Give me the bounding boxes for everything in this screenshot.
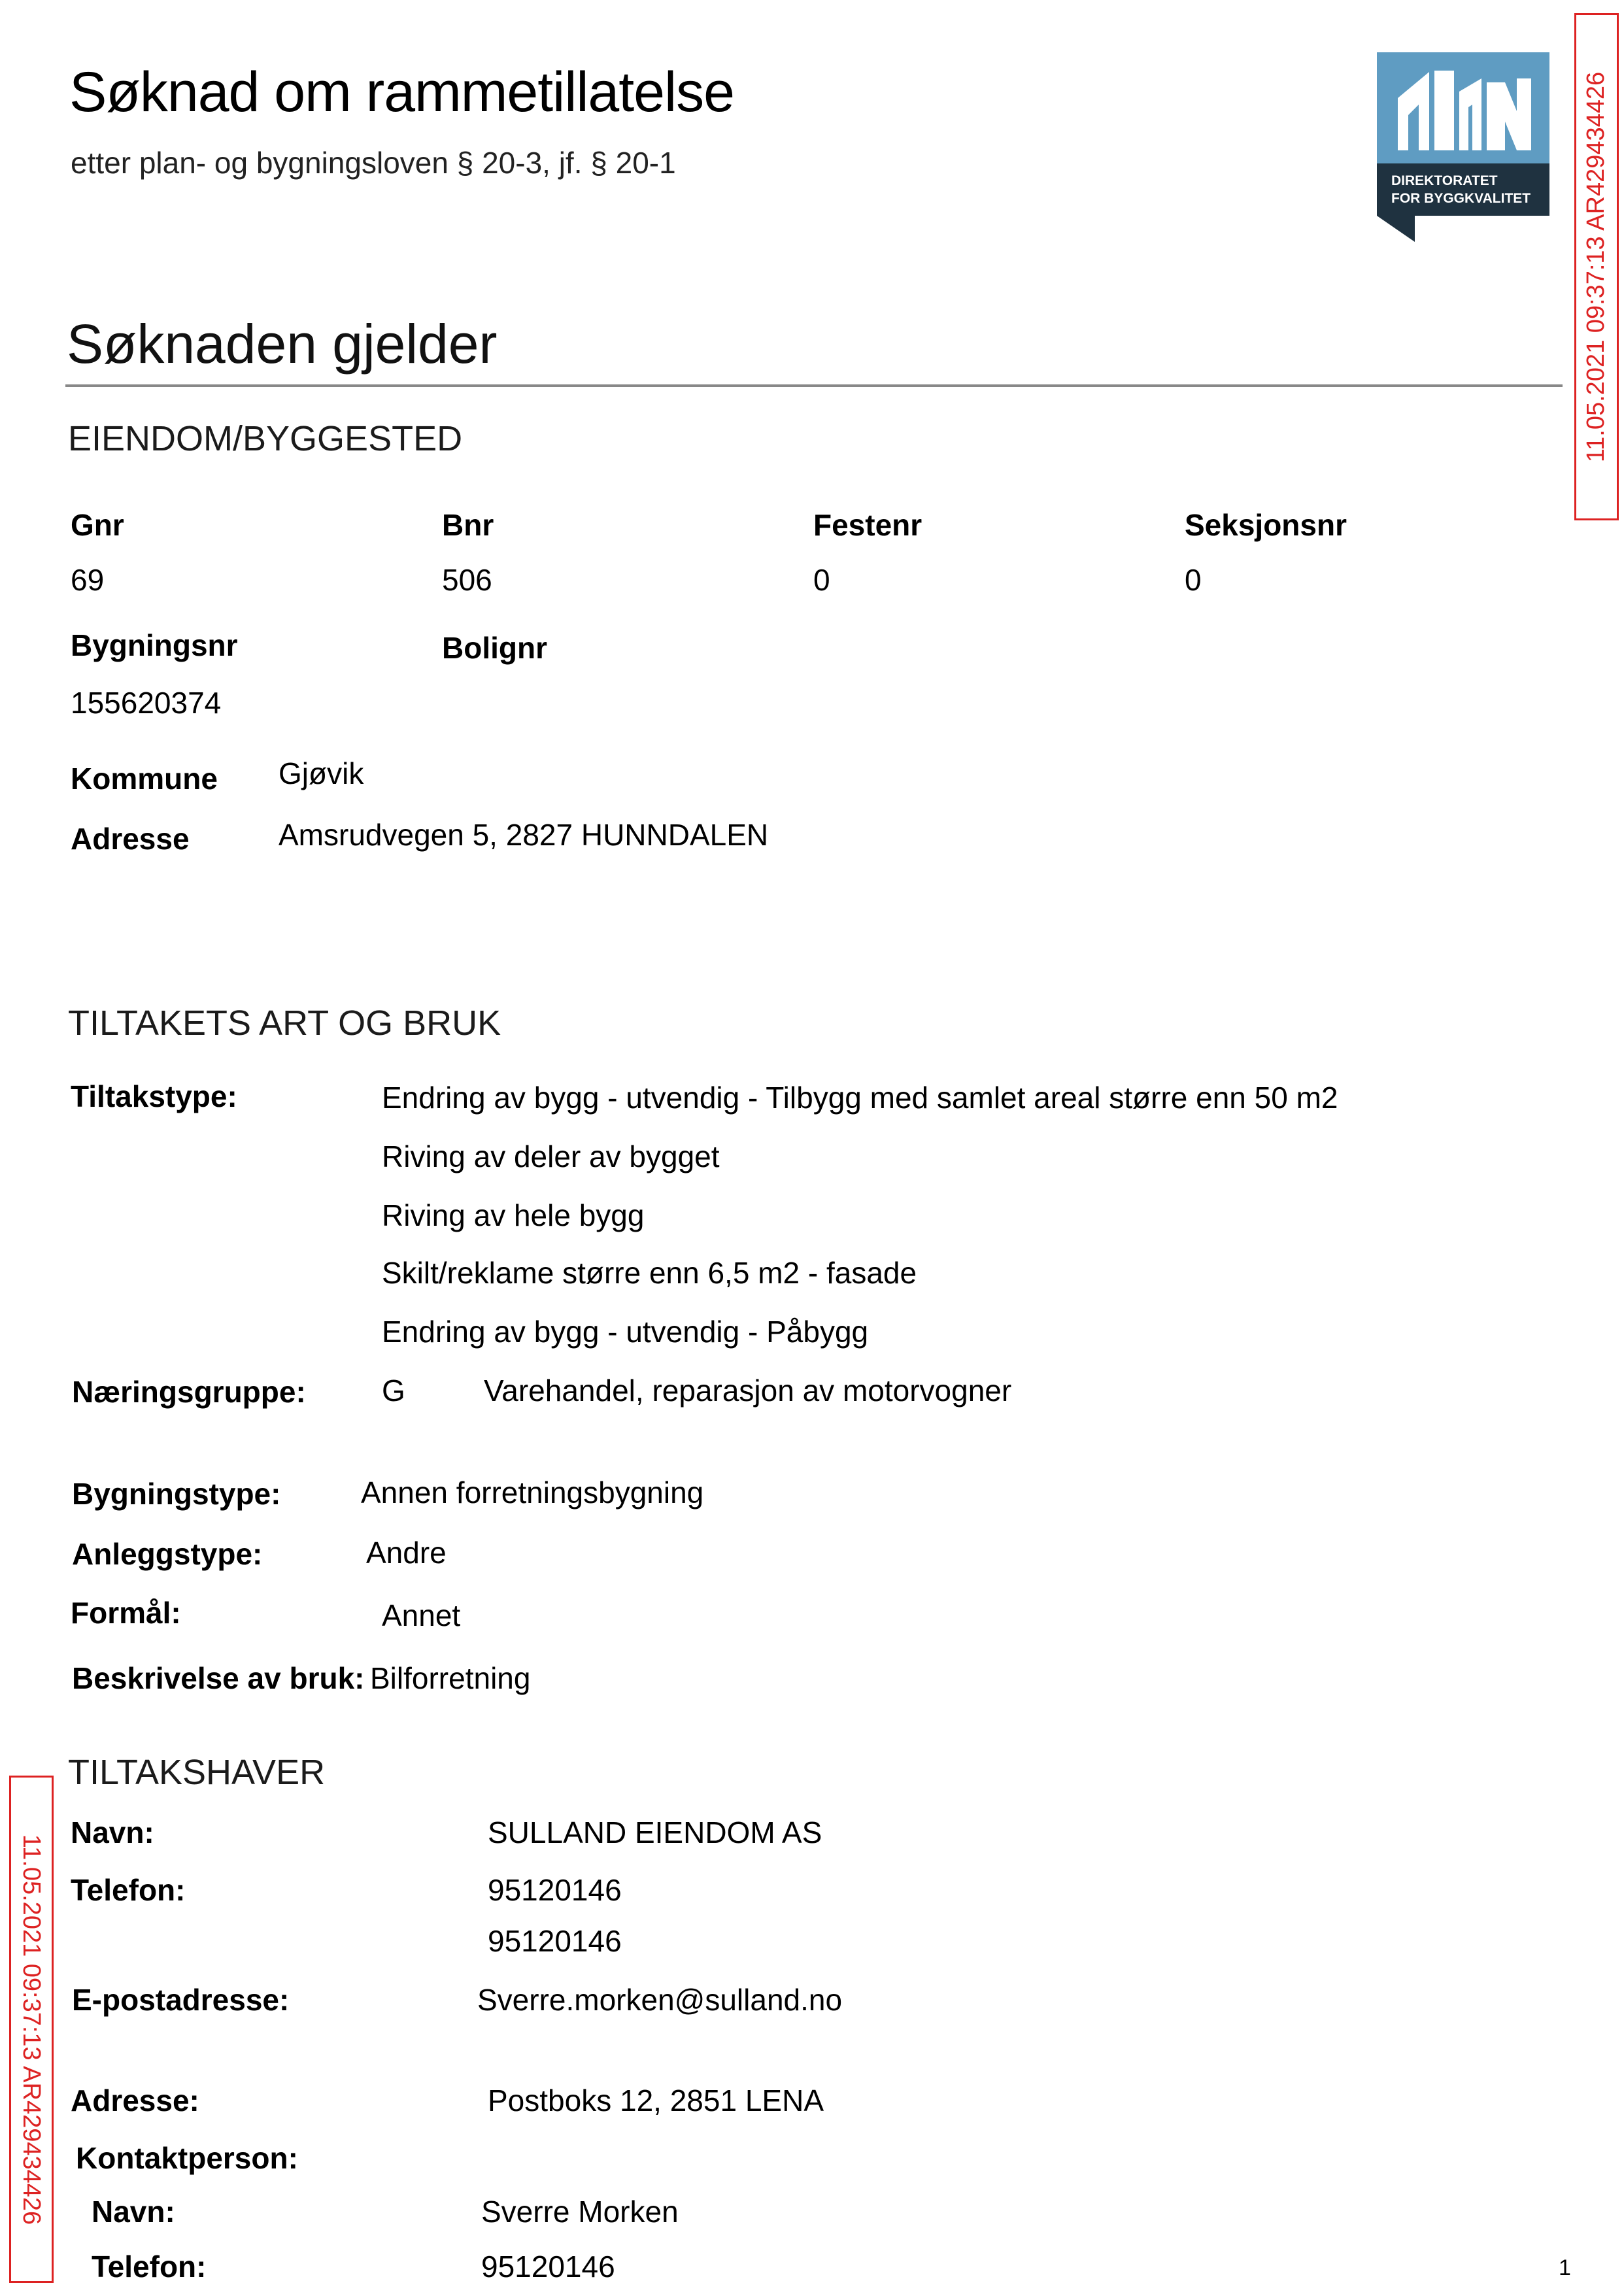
bygningsnr-label: Bygningsnr	[71, 628, 238, 662]
bygningsnr-value: 155620374	[71, 686, 222, 720]
tiltakshaver-adresse-value: Postboks 12, 2851 LENA	[488, 2083, 824, 2117]
tiltakstype-item: Endring av bygg - utvendig - Tilbygg med samlet areal større enn 50 m2	[382, 1081, 1338, 1115]
navn-label: Navn:	[71, 1815, 154, 1849]
archive-stamp-right: 11.05.2021 09:37:13 AR429434426	[1574, 13, 1619, 520]
kontakt-telefon-value: 95120146	[481, 2250, 615, 2284]
kontakt-navn-label: Navn:	[92, 2195, 175, 2229]
bnr-value: 506	[442, 563, 492, 597]
tiltakstype-item: Endring av bygg - utvendig - Påbygg	[382, 1315, 869, 1349]
gnr-value: 69	[71, 563, 105, 597]
tiltakstype-item: Riving av hele bygg	[382, 1198, 645, 1232]
archive-stamp-left: 11.05.2021 09:37:13 AR429434426	[9, 1776, 54, 2283]
telefon-value: 95120146	[488, 1873, 622, 1907]
kommune-label: Kommune	[71, 762, 218, 796]
bolignr-label: Bolignr	[442, 631, 547, 665]
page-title: Søknad om rammetillatelse	[69, 61, 734, 124]
gnr-label: Gnr	[71, 508, 124, 542]
naeringsgruppe-label: Næringsgruppe:	[72, 1375, 306, 1409]
bnr-label: Bnr	[442, 508, 494, 542]
tiltakshaver-heading: TILTAKSHAVER	[68, 1753, 326, 1792]
kommune-value: Gjøvik	[279, 756, 364, 790]
anleggstype-label: Anleggstype:	[72, 1537, 263, 1571]
epost-label: E-postadresse:	[72, 1983, 290, 2017]
kontaktperson-label: Kontaktperson:	[76, 2141, 298, 2175]
navn-value: SULLAND EIENDOM AS	[488, 1815, 822, 1849]
kontakt-telefon-label: Telefon:	[92, 2250, 207, 2284]
tiltak-heading: TILTAKETS ART OG BRUK	[68, 1004, 501, 1043]
tiltakstype-item: Riving av deler av bygget	[382, 1139, 720, 1173]
seksjonsnr-label: Seksjonsnr	[1185, 508, 1347, 542]
adresse-value: Amsrudvegen 5, 2827 HUNNDALEN	[279, 818, 769, 852]
bygningstype-label: Bygningstype:	[72, 1477, 281, 1511]
festenr-label: Festenr	[813, 508, 922, 542]
bygningstype-value: Annen forretningsbygning	[361, 1476, 704, 1510]
logo-line1: DIREKTORATET	[1391, 173, 1498, 188]
tiltakshaver-adresse-label: Adresse:	[71, 2083, 199, 2117]
dibk-logo	[1377, 52, 1549, 242]
naeringsgruppe-code: G	[382, 1374, 405, 1408]
anleggstype-value: Andre	[366, 1536, 447, 1570]
adresse-label: Adresse	[71, 822, 190, 856]
seksjonsnr-value: 0	[1185, 563, 1202, 597]
bruk-label: Beskrivelse av bruk:	[72, 1661, 365, 1695]
tiltakstype-label: Tiltakstype:	[71, 1079, 237, 1113]
section-title: Søknaden gjelder	[67, 313, 498, 375]
formal-value: Annet	[382, 1598, 461, 1632]
telefon-value: 95120146	[488, 1924, 622, 1958]
section-divider	[65, 384, 1563, 387]
festenr-value: 0	[813, 563, 830, 597]
eiendom-heading: EIENDOM/BYGGESTED	[68, 419, 463, 458]
page-number: 1	[1559, 2255, 1571, 2280]
epost-value: Sverre.morken@sulland.no	[477, 1983, 843, 2017]
telefon-label: Telefon:	[71, 1873, 186, 1907]
naeringsgruppe-value: Varehandel, reparasjon av motorvogner	[484, 1374, 1012, 1408]
kontakt-navn-value: Sverre Morken	[481, 2195, 679, 2229]
formal-label: Formål:	[71, 1596, 181, 1630]
page-subtitle: etter plan- og bygningsloven § 20-3, jf. § 20-1	[71, 146, 676, 180]
logo-line2: FOR BYGGKVALITET	[1391, 191, 1531, 206]
bruk-value: Bilforretning	[370, 1661, 531, 1695]
tiltakstype-item: Skilt/reklame større enn 6,5 m2 - fasade	[382, 1256, 917, 1290]
